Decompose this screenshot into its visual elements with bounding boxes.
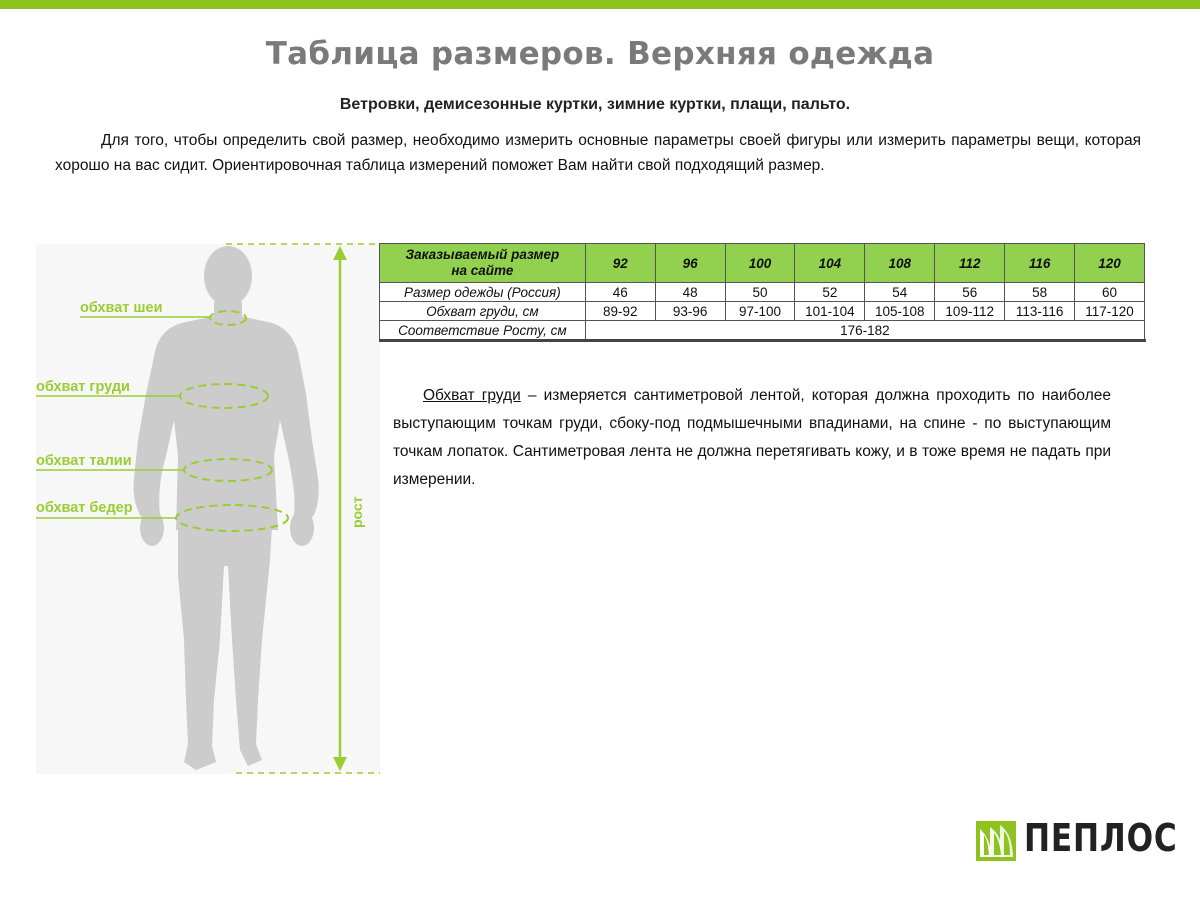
size-header-cell: 112 <box>935 244 1005 283</box>
table-cell: 117-120 <box>1075 302 1145 321</box>
size-header-cell: 96 <box>655 244 725 283</box>
table-cell: 93-96 <box>655 302 725 321</box>
logo-text: ПЕПЛОС <box>1024 816 1178 860</box>
brand-logo <box>976 816 1178 862</box>
table-cell: 101-104 <box>795 302 865 321</box>
height-range-cell: 176-182 <box>585 321 1144 340</box>
height-label: рост <box>349 496 365 528</box>
peplos-logo-icon <box>976 821 1016 861</box>
size-table-header-row <box>380 244 1145 283</box>
table-cell: 46 <box>585 283 655 302</box>
neck-label: обхват шеи <box>80 300 163 316</box>
table-row <box>380 302 1145 321</box>
table-cell: 58 <box>1005 283 1075 302</box>
row-label: Соответствие Росту, см <box>380 321 586 340</box>
table-row <box>380 283 1145 302</box>
size-header-cell: 92 <box>585 244 655 283</box>
table-cell: 60 <box>1075 283 1145 302</box>
size-header-cell: 116 <box>1005 244 1075 283</box>
description-term: Обхват груди <box>423 387 521 404</box>
table-cell: 50 <box>725 283 795 302</box>
table-cell: 113-116 <box>1005 302 1075 321</box>
table-row <box>380 321 1145 340</box>
size-table-header-label: Заказываемый размер на сайте <box>380 244 586 283</box>
table-bottom-border <box>379 339 1146 342</box>
table-cell: 52 <box>795 283 865 302</box>
height-arrow <box>333 246 347 771</box>
table-cell: 97-100 <box>725 302 795 321</box>
table-cell: 56 <box>935 283 1005 302</box>
page-subtitle: Ветровки, демисезонные куртки, зимние куртки, плащи, пальто. <box>339 96 851 113</box>
size-header-cell: 100 <box>725 244 795 283</box>
chest-description <box>393 382 1111 494</box>
table-cell: 109-112 <box>935 302 1005 321</box>
chest-label: обхват груди <box>36 379 130 395</box>
description-text: – измеряется сантиметровой лентой, которая должна проходить по наиболее выступающим точкам груди, сбоку-под подмышечными впадинами, на спине - по выступающим точкам лопаток. Сантиметровая лента не должна перетягивать кожу, и в тоже время не падать при измерении. <box>393 387 1111 488</box>
intro-paragraph: Для того, чтобы определить свой размер, необходимо измерить основные параметры своей фигуры или измерить параметры вещи, которая хорошо на вас сидит. Ориентировочная таблица измерений поможет Вам найти свой подходящий размер. <box>55 132 1141 174</box>
table-cell: 54 <box>865 283 935 302</box>
table-cell: 89-92 <box>585 302 655 321</box>
size-header-cell: 120 <box>1075 244 1145 283</box>
body-figure <box>0 0 400 800</box>
silhouette <box>133 246 318 770</box>
hips-label: обхват бедер <box>36 500 133 516</box>
size-header-cell: 104 <box>795 244 865 283</box>
size-header-cell: 108 <box>865 244 935 283</box>
waist-label: обхват талии <box>36 453 132 469</box>
table-cell: 48 <box>655 283 725 302</box>
page-title: Таблица размеров. Верхняя одежда <box>265 36 935 72</box>
table-cell: 105-108 <box>865 302 935 321</box>
size-table <box>379 243 1145 340</box>
row-label: Обхват груди, см <box>380 302 586 321</box>
row-label: Размер одежды (Россия) <box>380 283 586 302</box>
